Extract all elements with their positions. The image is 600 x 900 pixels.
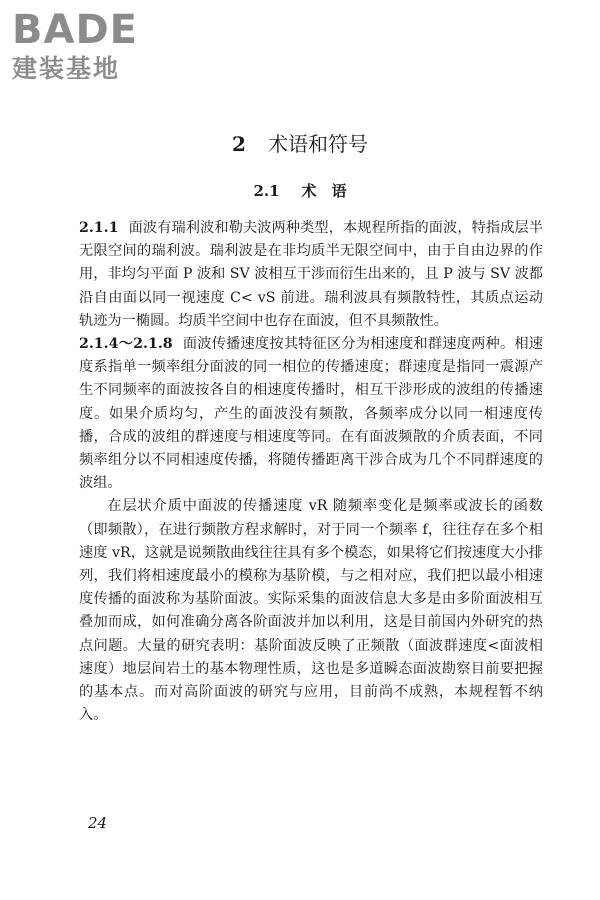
- chapter-number: 2: [232, 132, 246, 156]
- logo-subtitle: 建装基地: [12, 54, 121, 83]
- section-title: 术 语: [301, 182, 347, 200]
- clause-number: 2.1.1: [79, 220, 119, 236]
- section-heading: [0, 180, 600, 202]
- clause-paragraph: [79, 217, 543, 333]
- clause-text: 面波有瑞利波和勒夫波两种类型，本规程所指的面波，特指成层半无限空间的瑞利波。瑞利波是在非均质半无限空间中，由于自由边界的作用，非均匀平面 P 波和 SV 波相互干涉而衍生出来的，且 P 波与 SV 波都沿自由面以同一视速度 C< vS 前进。瑞利波具有频散特性，其质点运动轨迹为一椭圆。均质半空间中也存在面波，但不具频散性。: [79, 220, 543, 329]
- explanation-paragraph: 在层状介质中面波的传播速度 vR 随频率变化是频率或波长的函数（即频散），在进行频散方程求解时，对于同一个频率 f，往往存在多个相速度 vR，这就是说频散曲线往往具有多个模态，如果将它们按速度大小排列，我们将相速度最小的模称为基阶模，与之相对应，我们把以最小相速度传播的面波称为基阶面波。实际采集的面波信息大多是由多阶面波相互叠加而成，如何准确分离各阶面波并加以利用，这是目前国内外研究的热点问题。大量的研究表明：基阶面波反映了正频散（面波群速度<面波相速度）地层间岩土的基本物理性质，这也是多道瞬态面波勘察目前要把握的基本点。而对高阶面波的研究与应用，目前尚不成熟，本规程暂不纳入。: [79, 498, 543, 724]
- clause-number: 2.1.4～2.1.8: [79, 336, 173, 353]
- watermark-logo: [12, 8, 182, 84]
- section-number: 2.1: [253, 182, 280, 200]
- chapter-title: 术语和符号: [267, 132, 368, 156]
- page-number: 24: [88, 814, 108, 832]
- chapter-heading: [0, 130, 600, 158]
- clause-paragraph: [79, 333, 543, 495]
- body-text: [79, 217, 543, 727]
- logo-word: BADE: [12, 7, 138, 53]
- clause-text: 面波传播速度按其特征区分为相速度和群速度两种。相速度系指单一频率组分面波的同一相位的传播速度；群速度是指同一震源产生不同频率的面波按各自的相速度传播时，相互干涉形成的波组的传播速度。如果介质均匀，产生的面波没有频散，各频率成分以同一相速度传播，合成的波组的群速度与相速度等同。在有面波频散的介质表面，不同频率组分以不同相速度传播，将随传播距离干涉合成为几个不同群速度的波组。: [79, 336, 543, 492]
